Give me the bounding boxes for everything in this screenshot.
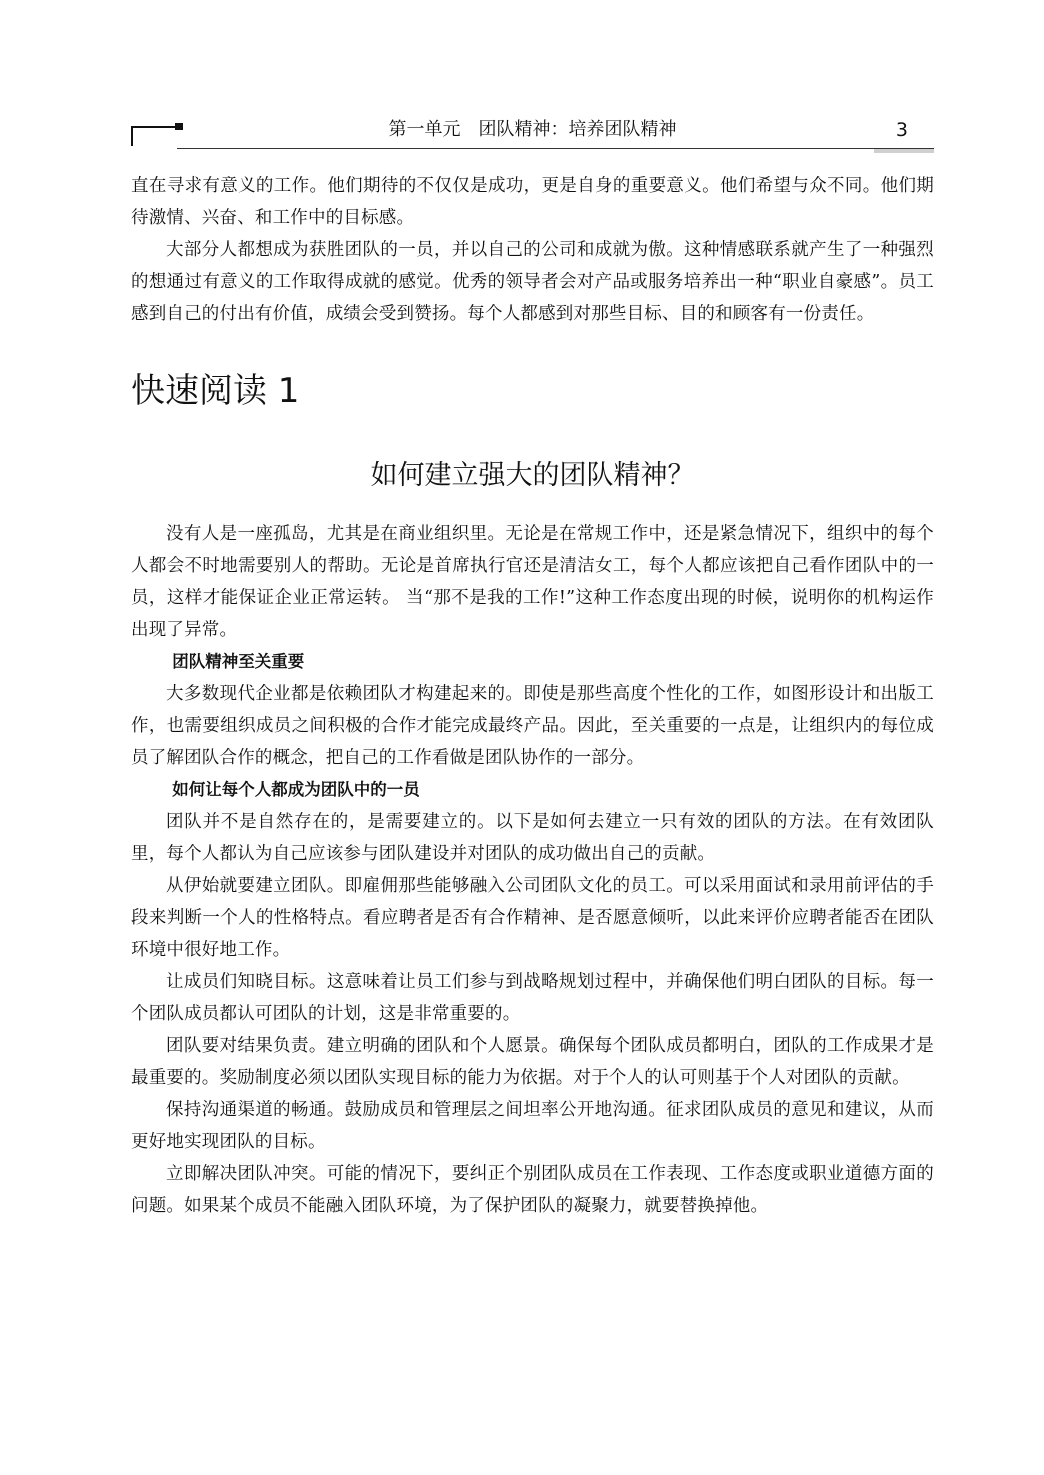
subheading: 如何让每个人都成为团队中的一员 bbox=[172, 780, 420, 799]
article-paragraph: 立即解决团队冲突。可能的情况下，要纠正个别团队成员在工作表现、工作态度或职业道德方面的问题。如果某个成员不能融入团队环境，为了保护团队的凝聚力，就要替换掉他。 bbox=[131, 1164, 934, 1216]
running-header bbox=[131, 116, 934, 152]
intro-paragraph: 大部分人都想成为获胜团队的一员，并以自己的公司和成就为傲。这种情感联系就产生了一种强烈的想通过有意义的工作取得成就的感觉。优秀的领导者会对产品或服务培养出一种“职业自豪感”。员工感到自己的付出有价值，成绩会受到赞扬。每个人都感到对那些目标、目的和顾客有一份责任。 bbox=[131, 240, 934, 324]
article-paragraph: 没有人是一座孤岛，尤其是在商业组织里。无论是在常规工作中，还是紧急情况下，组织中的每个人都会不时地需要别人的帮助。无论是首席执行官还是清洁女工，每个人都应该把自己看作团队中的一员，这样才能保证企业正常运转。 当“那不是我的工作!”这种工作态度出现的时候，说明你的机构运作出现了异常。 bbox=[131, 524, 934, 640]
article-paragraph: 让成员们知晓目标。这意味着让员工们参与到战略规划过程中，并确保他们明白团队的目标。每一个团队成员都认可团队的计划，这是非常重要的。 bbox=[131, 972, 934, 1024]
article-paragraph: 团队并不是自然存在的，是需要建立的。以下是如何去建立一只有效的团队的方法。在有效团队里，每个人都认为自己应该参与团队建设并对团队的成功做出自己的贡献。 bbox=[131, 812, 934, 864]
header-rule bbox=[177, 148, 934, 149]
section-title: 快速阅读 1 bbox=[131, 371, 300, 411]
header-shade bbox=[874, 149, 934, 153]
article-paragraph: 从伊始就要建立团队。即雇佣那些能够融入公司团队文化的员工。可以采用面试和录用前评估的手段来判断一个人的性格特点。看应聘者是否有合作精神、是否愿意倾听，以此来评价应聘者能否在团队环境中很好地工作。 bbox=[131, 876, 934, 960]
article-paragraph: 团队要对结果负责。建立明确的团队和个人愿景。确保每个团队成员都明白，团队的工作成果才是最重要的。奖励制度必须以团队实现目标的能力为依据。对于个人的认可则基于个人对团队的贡献。 bbox=[131, 1036, 934, 1088]
page-number: 3 bbox=[895, 119, 908, 141]
article-paragraph: 保持沟通渠道的畅通。鼓励成员和管理层之间坦率公开地沟通。征求团队成员的意见和建议，从而更好地实现团队的目标。 bbox=[131, 1100, 934, 1152]
subheading: 团队精神至关重要 bbox=[172, 652, 305, 671]
header-title: 第一单元 团队精神：培养团队精神 bbox=[388, 119, 677, 140]
article-paragraph: 大多数现代企业都是依赖团队才构建起来的。即使是那些高度个性化的工作，如图形设计和出版工作，也需要组织成员之间积极的合作才能完成最终产品。因此，至关重要的一点是，让组织内的每位成员了解团队合作的概念，把自己的工作看做是团队协作的一部分。 bbox=[131, 684, 934, 768]
page-body bbox=[131, 170, 934, 1222]
intro-paragraph: 直在寻求有意义的工作。他们期待的不仅仅是成功，更是自身的重要意义。他们希望与众不同。他们期待激情、兴奋、和工作中的目标感。 bbox=[131, 176, 934, 228]
article-title: 如何建立强大的团队精神？ bbox=[370, 460, 695, 491]
